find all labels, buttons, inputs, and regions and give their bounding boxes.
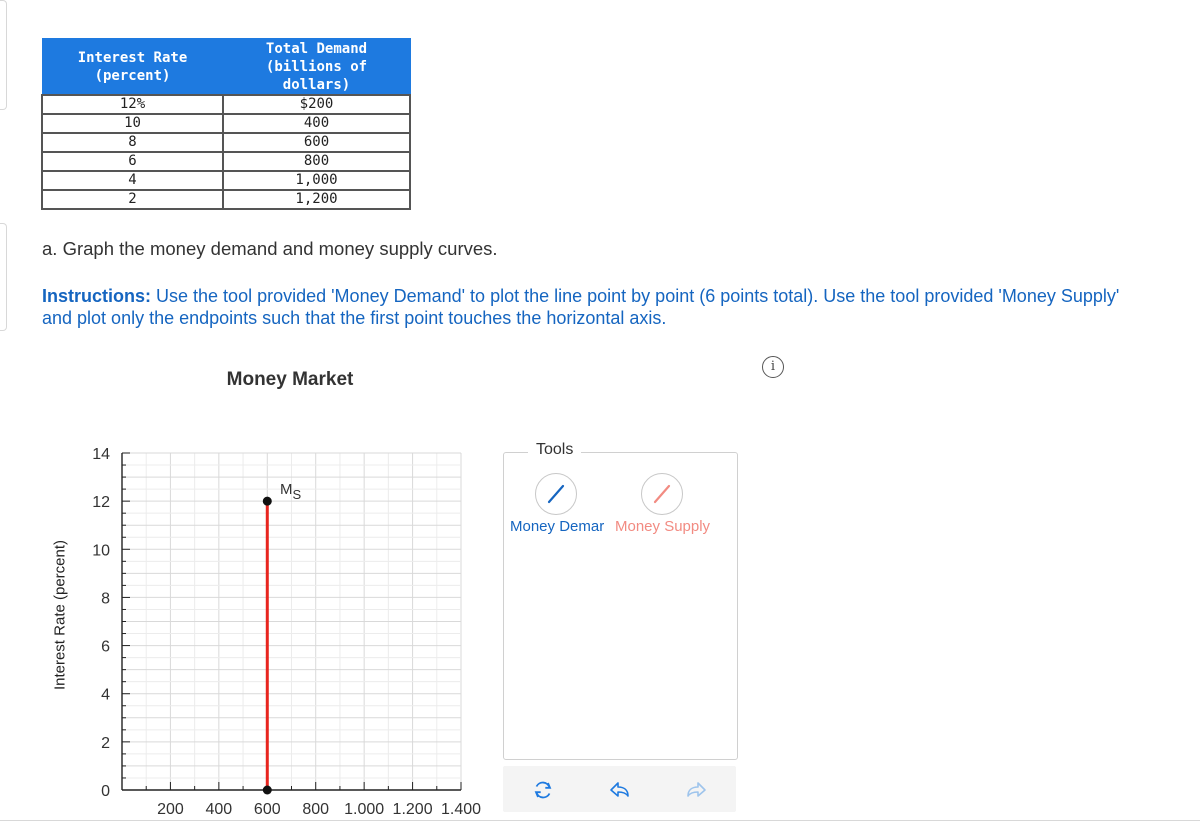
instructions-body: Use the tool provided 'Money Demand' to plot the line point by point (6 points total). Use the tool provided 'Money Supply' and plot only the endpoints such that the first point touches the horizontal axis. [42, 286, 1120, 328]
table-header-interest-rate: Interest Rate (percent) [42, 39, 223, 96]
ms-curve-label-main: M [280, 481, 293, 498]
table-cell: 12% [42, 95, 223, 114]
x-tick-label: 1.200 [392, 801, 433, 818]
table-header-total-demand: Total Demand (billions of dollars) [223, 39, 410, 96]
graph-title: Money Market [226, 369, 354, 390]
bottom-divider [0, 820, 1200, 821]
x-tick-label: 1.000 [344, 801, 385, 818]
y-tick-labels [92, 446, 110, 800]
x-tick-label: 400 [205, 801, 233, 818]
y-tick-label: 2 [101, 734, 110, 752]
refresh-icon[interactable] [531, 778, 555, 802]
money-demand-tool-label[interactable]: Money Demar [510, 518, 605, 535]
tools-title: Tools [528, 441, 581, 459]
y-tick-label: 4 [101, 686, 110, 704]
info-icon[interactable]: i [762, 356, 784, 378]
table-cell: 800 [223, 152, 410, 171]
table-cell: $200 [223, 95, 410, 114]
table-cell: 2 [42, 190, 223, 209]
undo-icon[interactable] [607, 778, 631, 802]
table-cell: 400 [223, 114, 410, 133]
ms-curve-label [280, 481, 302, 502]
table-cell: 6 [42, 152, 223, 171]
question-prompt: a. Graph the money demand and money supply curves. [42, 238, 498, 259]
line-tool-icon [536, 474, 576, 514]
table-cell: 8 [42, 133, 223, 152]
instructions-label: Instructions: [42, 286, 152, 306]
x-tick-label: 600 [253, 801, 281, 818]
money-demand-tool-button[interactable] [535, 473, 577, 515]
table-cell: 4 [42, 171, 223, 190]
x-tick-labels [157, 801, 481, 818]
money-supply-point[interactable] [263, 786, 272, 795]
plot-grid [122, 453, 461, 790]
x-tick-label: 200 [157, 801, 184, 818]
ms-curve-label-sub: S [292, 487, 302, 502]
y-tick-label: 12 [92, 494, 110, 512]
x-tick-label: 1.400 [440, 801, 482, 818]
redo-icon[interactable] [685, 778, 709, 802]
money-supply-tool-label[interactable]: Money Supply [615, 518, 711, 535]
action-bar [503, 766, 736, 812]
line-tool-icon [642, 474, 682, 514]
table-cell: 1,000 [223, 171, 410, 190]
y-tick-label: 8 [101, 590, 110, 608]
x-tick-label: 800 [302, 801, 330, 818]
y-tick-label: 0 [101, 783, 110, 800]
y-tick-label: 14 [92, 446, 110, 463]
table-cell: 10 [42, 114, 223, 133]
money-supply-tool-button[interactable] [641, 473, 683, 515]
money-supply-point[interactable] [263, 497, 272, 506]
y-tick-label: 10 [92, 542, 110, 560]
table-cell: 600 [223, 133, 410, 152]
y-axis-label: Interest Rate (percent) [51, 539, 69, 691]
table-cell: 1,200 [223, 190, 410, 209]
y-tick-label: 6 [101, 638, 110, 656]
